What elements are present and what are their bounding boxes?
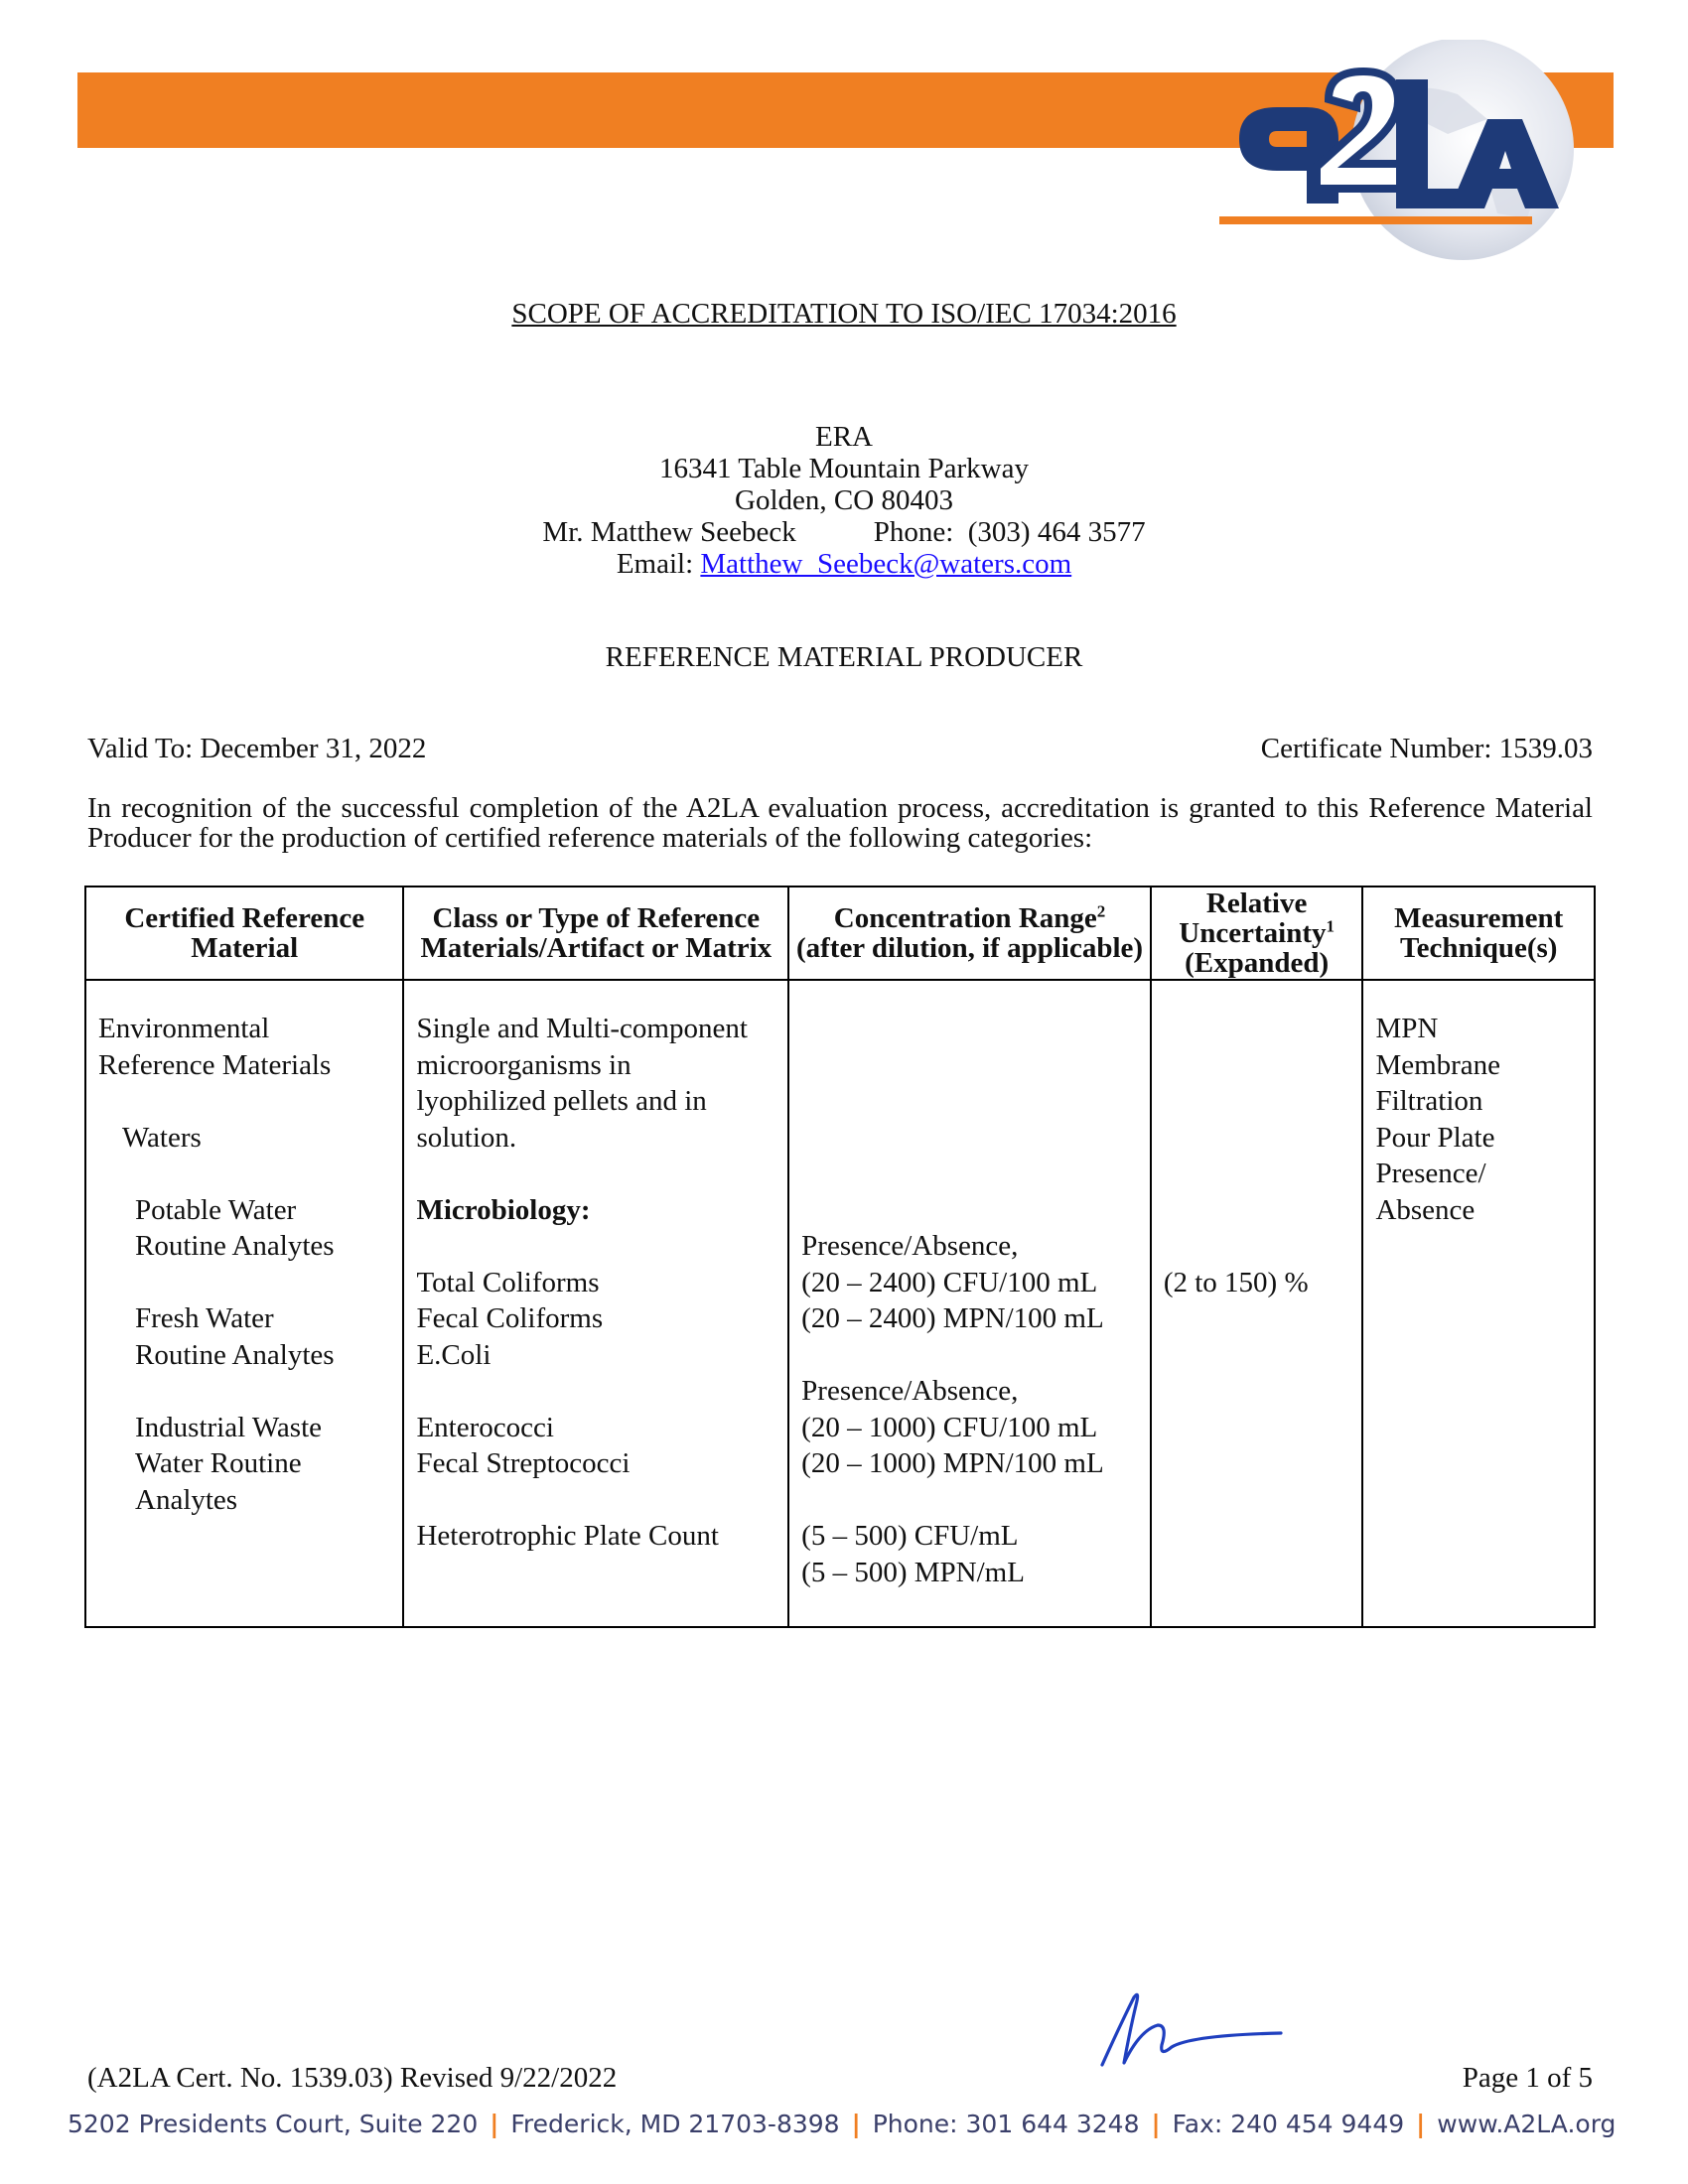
header-uncertainty-l1: Relative [1205, 887, 1308, 919]
concentration-cell [788, 980, 1151, 1627]
range-coliform-cfu: (20 – 2400) CFU/100 mL [801, 1266, 1098, 1298]
signature-mark [1092, 1985, 1291, 2075]
range-hpc-mpn: (5 – 500) MPN/mL [801, 1556, 1025, 1588]
header-concentration-title: Concentration Range [833, 902, 1097, 934]
email-link[interactable]: Matthew_Seebeck@waters.com [700, 548, 1072, 580]
email-label: Email: [616, 548, 694, 580]
contact-line [0, 516, 1688, 548]
footnote-marker-2: 2 [1096, 901, 1106, 921]
range-enterococci-mpn: (20 – 1000) MPN/100 mL [801, 1447, 1104, 1479]
material-industrial-waste-3: Analytes [135, 1483, 238, 1516]
class-description-3: lyophilized pellets and in [416, 1085, 707, 1117]
table-header-row [85, 887, 1595, 980]
footer-phone: Phone: 301 644 3248 [872, 2110, 1140, 2138]
class-description-2: microorganisms in [416, 1048, 632, 1081]
class-description-4: solution. [416, 1121, 517, 1154]
address-line-2: Golden, CO 80403 [735, 484, 953, 516]
technique-filtration: Filtration [1375, 1085, 1483, 1117]
scope-table [84, 886, 1596, 1628]
footer-address-city: Frederick, MD 21703-8398 [510, 2110, 840, 2138]
footer-separator: | [1416, 2110, 1426, 2138]
footer-cert-revision: (A2LA Cert. No. 1539.03) Revised 9/22/2022 [87, 2062, 618, 2094]
header-uncertainty-l2: Uncertainty [1179, 917, 1327, 949]
range-enterococci-cfu: (20 – 1000) CFU/100 mL [801, 1411, 1098, 1443]
technique-absence: Absence [1375, 1193, 1476, 1226]
analyte-fecal-streptococci: Fecal Streptococci [416, 1447, 631, 1479]
header-class-type: Class or Type of Reference Materials/Artifact or Matrix [403, 887, 788, 980]
uncertainty-cell [1151, 980, 1363, 1627]
material-industrial-waste-2: Water Routine [135, 1447, 302, 1479]
footer-address-street: 5202 Presidents Court, Suite 220 [68, 2110, 479, 2138]
footer-website-link[interactable]: www.A2LA.org [1437, 2110, 1617, 2138]
footer-separator: | [1151, 2110, 1161, 2138]
footer-address-line [68, 2110, 1617, 2138]
valid-to-date: Valid To: December 31, 2022 [87, 733, 427, 764]
presence-absence-1: Presence/Absence, [801, 1230, 1019, 1262]
header-uncertainty [1151, 887, 1363, 980]
technique-presence: Presence/ [1375, 1158, 1486, 1189]
scope-title: SCOPE OF ACCREDITATION TO ISO/IEC 17034:2016 [511, 298, 1177, 330]
presence-absence-2: Presence/Absence, [801, 1375, 1019, 1407]
phone-label: Phone: [873, 516, 954, 548]
material-fresh-water: Fresh Water [135, 1302, 274, 1334]
footer-separator: | [851, 2110, 861, 2138]
material-fresh-water-2: Routine Analytes [135, 1338, 335, 1371]
material-industrial-waste: Industrial Waste [135, 1411, 323, 1443]
email-line [0, 548, 1688, 580]
material-cell [85, 980, 403, 1627]
footer-fax: Fax: 240 454 9449 [1172, 2110, 1405, 2138]
material-potable-water: Potable Water [135, 1193, 297, 1226]
analyte-ecoli: E.Coli [416, 1338, 492, 1371]
uncertainty-value: (2 to 150) % [1163, 1266, 1309, 1298]
table-row [85, 980, 1595, 1627]
class-type-cell [403, 980, 788, 1627]
header-concentration-note: (after dilution, if applicable) [795, 932, 1144, 964]
analyte-total-coliforms: Total Coliforms [416, 1266, 600, 1298]
address-line-1: 16341 Table Mountain Parkway [659, 453, 1029, 484]
footer-page-number: Page 1 of 5 [1462, 2062, 1593, 2094]
technique-pour-plate: Pour Plate [1375, 1121, 1495, 1154]
phone-number: (303) 464 3577 [967, 516, 1146, 548]
header-uncertainty-l3: (Expanded) [1185, 947, 1330, 979]
organization-name: ERA [815, 421, 873, 453]
analyte-enterococci: Enterococci [416, 1411, 554, 1443]
material-potable-water-2: Routine Analytes [135, 1230, 335, 1262]
program-type: REFERENCE MATERIAL PRODUCER [605, 641, 1083, 673]
footnote-marker-1: 1 [1326, 916, 1335, 936]
a2la-logo [1190, 40, 1577, 268]
technique-mpn: MPN [1375, 1013, 1439, 1044]
range-hpc-cfu: (5 – 500) CFU/mL [801, 1520, 1019, 1552]
intro-paragraph: In recognition of the successful completion of the A2LA evaluation process, accreditation is granted to this Reference Material Producer for the production of certified reference materials of the following categories: [87, 792, 1593, 854]
class-description-1: Single and Multi-component [416, 1013, 748, 1044]
material-environmental-2: Reference Materials [98, 1048, 332, 1081]
material-environmental: Environmental [98, 1013, 270, 1044]
contact-name: Mr. Matthew Seebeck [542, 516, 796, 548]
microbiology-heading: Microbiology: [416, 1193, 591, 1226]
certificate-number: Certificate Number: 1539.03 [1260, 733, 1593, 764]
analyte-heterotrophic-plate-count: Heterotrophic Plate Count [416, 1520, 719, 1552]
organization-block [0, 421, 1688, 580]
technique-cell [1362, 980, 1595, 1627]
technique-membrane: Membrane [1375, 1048, 1501, 1081]
header-material: Certified Reference Material [85, 887, 403, 980]
range-coliform-mpn: (20 – 2400) MPN/100 mL [801, 1302, 1104, 1334]
header-technique: Measurement Technique(s) [1362, 887, 1595, 980]
header-concentration [788, 887, 1151, 980]
material-waters: Waters [122, 1121, 202, 1154]
footer-separator: | [490, 2110, 499, 2138]
analyte-fecal-coliforms: Fecal Coliforms [416, 1302, 604, 1334]
